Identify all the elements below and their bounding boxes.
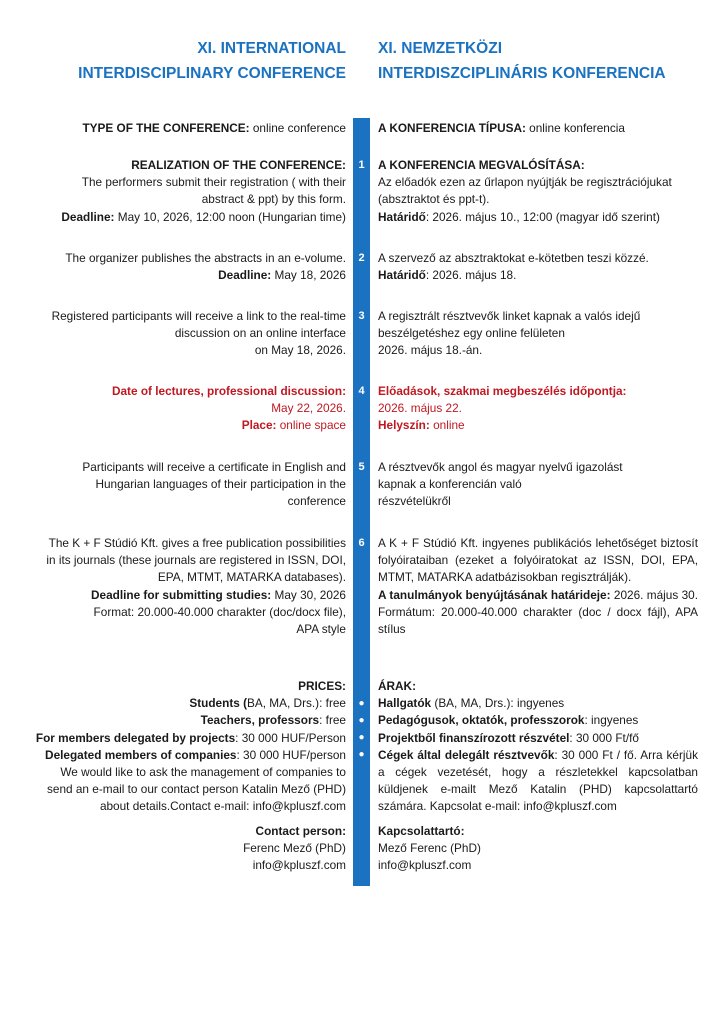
- prices-hu-heading: ÁRAK:: [378, 679, 417, 693]
- prices-hu-students-label: Hallgatók: [378, 696, 432, 711]
- price-bullet-1: ●: [358, 698, 365, 709]
- section-6-hu-deadline-label: A tanulmányok benyújtásának határideje:: [378, 587, 611, 602]
- section-5-en: [0, 459, 346, 511]
- section-6-en-line-2: in its journals (these journals are registered in ISSN, DOI,: [46, 553, 346, 568]
- prices-en-companies-value: : 30 000 HUF/person: [236, 747, 346, 762]
- section-4-hu-heading: Előadások, szakmai megbeszélés időpontja:: [378, 384, 627, 398]
- prices-hu-projects-value: : 30 000 Ft/fő: [569, 730, 639, 745]
- hungarian-title: [378, 36, 698, 86]
- section-5-number: 5: [358, 461, 365, 473]
- section-1-en: [0, 157, 346, 226]
- section-3-en-line-3: on May 18, 2026.: [254, 343, 346, 358]
- section-6-en-line-3: EPA, MTMT, MATARKA databases).: [157, 570, 346, 585]
- section-2-hu-deadline-label: Határidő: [378, 268, 426, 283]
- prices-en-teachers-value: : free: [319, 713, 346, 728]
- section-1-hu-deadline-label: Határidő: [378, 209, 426, 224]
- section-2-hu-line-1: A szervező az absztraktokat e-kötetben teszi közzé.: [378, 251, 649, 265]
- price-bullet-4: ●: [358, 749, 365, 760]
- section-6-en-style: APA style: [296, 622, 346, 637]
- prices-hu-teachers-label: Pedagógusok, oktatók, professzorok: [378, 713, 585, 728]
- section-4-en-date: May 22, 2026.: [271, 401, 346, 416]
- section-4-en: [0, 383, 346, 435]
- section-4-hu-place-label: Helyszín:: [378, 418, 430, 433]
- contact-en-email[interactable]: info@kpluszf.com: [252, 858, 346, 873]
- prices-hu-students-value: (BA, MA, Drs.): ingyenes: [431, 696, 565, 711]
- section-5-hu: [378, 459, 698, 511]
- prices-en-heading: PRICES:: [298, 679, 346, 693]
- section-2-hu-deadline-value: : 2026. május 18.: [425, 268, 517, 283]
- english-title: [0, 36, 346, 86]
- section-3-number: 3: [358, 310, 365, 322]
- section-6-en-deadline-label: Deadline for submitting studies:: [90, 587, 272, 602]
- prices-en-note-line-1: We would like to ask the management of companies to: [60, 765, 346, 780]
- section-1-hu-deadline-value: : 2026. május 10., 12:00 (magyar idő szerint): [425, 209, 660, 224]
- section-6-en: [0, 535, 346, 638]
- section-6-hu: [378, 535, 698, 638]
- section-2-number: 2: [358, 252, 365, 264]
- section-5-en-line-1: Participants will receive a certificate in English and: [82, 460, 346, 474]
- prices-en-teachers-label: Teachers, professors: [200, 713, 320, 728]
- section-1-number: 1: [358, 159, 365, 171]
- section-4-hu: [378, 383, 698, 435]
- prices-en-companies-label: Delegated members of companies: [45, 747, 237, 762]
- section-6-en-format: Format: 20.000-40.000 charakter (doc/docx file),: [93, 604, 346, 619]
- section-6-hu-text: A K + F Stúdió Kft. ingyenes publikációs lehetőséget biztosít folyóirataiban (ezeket a folyóiratokat az ISSN, DOI, EPA, MTMT, MATARKA adatbázisokban regisztrálják).: [378, 536, 698, 585]
- prices-en-students-label: Students (: [189, 696, 248, 711]
- contact-hu-email[interactable]: info@kpluszf.com: [378, 858, 472, 873]
- contact-en-name: Ferenc Mező (PhD): [243, 841, 346, 856]
- prices-hu-teachers-value: : ingyenes: [584, 713, 639, 728]
- price-bullet-3: ●: [358, 732, 365, 743]
- section-1-hu: [378, 157, 698, 226]
- section-6-hu-deadline-value: 2026. május 30. Formátum: 20.000-40.000 charakter (doc / docx fájl), APA stílus: [378, 587, 698, 637]
- type-hu-label: A KONFERENCIA TÍPUSA:: [378, 121, 526, 135]
- section-6-number: 6: [358, 537, 365, 549]
- prices-en-note-line-2: send an e-mail to our contact person Katalin Mező (PHD): [47, 782, 346, 797]
- hungarian-title-line-1: XI. NEMZETKÖZI: [378, 40, 502, 57]
- section-6-en-line-1: The K + F Stúdió Kft. gives a free publication possibilities: [48, 536, 346, 550]
- section-5-hu-line-2: kapnak a konferencián való: [378, 477, 522, 492]
- section-5-hu-line-1: A résztvevők angol és magyar nyelvű igazolást: [378, 460, 623, 474]
- section-2-en: [0, 250, 346, 284]
- english-title-line-2: INTERDISCIPLINARY CONFERENCE: [78, 65, 346, 82]
- section-1-en-deadline-value: May 10, 2026, 12:00 noon (Hungarian time): [114, 209, 346, 224]
- section-5-en-line-2: Hungarian languages of their participation in the: [95, 477, 346, 492]
- section-1-en-line-1: The performers submit their registration ( with their: [81, 175, 346, 190]
- contact-hu-heading: Kapcsolattartó:: [378, 824, 465, 838]
- section-3-hu: [378, 308, 698, 360]
- section-1-en-line-2: abstract & ppt) by this form.: [201, 192, 346, 207]
- prices-en-projects-value: : 30 000 HUF/Person: [235, 730, 346, 745]
- section-3-en-line-2: discussion on an online interface: [174, 326, 346, 341]
- english-title-line-1: XI. INTERNATIONAL: [197, 40, 346, 57]
- section-4-en-place-value: online space: [276, 418, 346, 433]
- prices-hu-companies-value: : 30 000 Ft / fő. Arra kérjük a cégek vezetését, hogy a részletekkel kapcsolatban küldjenek e-mailt Mező Katalin (PHD) kapcsolattartó számára. Kapcsolat e-mail: info@kpluszf.com: [378, 747, 698, 814]
- center-divider-bar: [353, 118, 370, 886]
- section-3-hu-line-1: A regisztrált résztvevők linket kapnak a valós idejű: [378, 309, 641, 323]
- section-3-hu-line-2: beszélgetéshez egy online felületen: [378, 326, 565, 341]
- section-5-hu-line-3: részvételükről: [378, 494, 451, 509]
- section-2-hu: [378, 250, 698, 284]
- type-hu: [378, 120, 698, 137]
- type-hu-value: online konferencia: [525, 121, 625, 135]
- hungarian-title-line-2: INTERDISZCIPLINÁRIS KONFERENCIA: [378, 65, 666, 82]
- prices-hu: [378, 678, 698, 816]
- type-en: [0, 120, 346, 137]
- section-3-hu-line-3: 2026. május 18.-án.: [378, 343, 483, 358]
- section-1-hu-heading: A KONFERENCIA MEGVALÓSÍTÁSA:: [378, 158, 585, 172]
- section-2-en-deadline-label: Deadline:: [218, 268, 272, 283]
- prices-en: [0, 678, 346, 816]
- price-bullet-2: ●: [358, 715, 365, 726]
- section-6-en-deadline-value: May 30, 2026: [271, 587, 346, 602]
- prices-en-projects-label: For members delegated by projects: [35, 730, 236, 745]
- section-1-hu-line-1: Az előadók ezen az űrlapon nyújtják be regisztrációjukat: [378, 175, 672, 190]
- prices-hu-projects-label: Projektből finanszírozott részvétel: [378, 730, 570, 745]
- contact-hu: [378, 823, 698, 875]
- section-4-hu-place-value: online: [429, 418, 465, 433]
- contact-hu-name: Mező Ferenc (PhD): [378, 841, 481, 856]
- section-4-hu-date: 2026. május 22.: [378, 401, 462, 416]
- section-1-en-heading: REALIZATION OF THE CONFERENCE:: [131, 158, 346, 172]
- section-1-en-deadline-label: Deadline:: [61, 209, 115, 224]
- section-3-en-line-1: Registered participants will receive a link to the real-time: [51, 309, 346, 323]
- section-4-en-heading: Date of lectures, professional discussion:: [111, 384, 346, 398]
- contact-en: [0, 823, 346, 875]
- type-en-value: online conference: [249, 121, 346, 135]
- section-3-en: [0, 308, 346, 360]
- section-1-hu-line-2: (absztraktot és ppt-t).: [378, 192, 490, 207]
- type-en-label: TYPE OF THE CONFERENCE:: [82, 121, 250, 135]
- section-4-en-place-label: Place:: [241, 418, 277, 433]
- section-4-number: 4: [358, 385, 365, 397]
- section-2-en-deadline-value: May 18, 2026: [271, 268, 346, 283]
- contact-en-heading: Contact person:: [255, 824, 346, 838]
- prices-en-note-line-3: about details.Contact e-mail: info@kpluszf.com: [99, 799, 346, 814]
- section-5-en-line-3: conference: [287, 494, 346, 509]
- prices-hu-companies-label: Cégek által delegált résztvevők: [378, 747, 555, 762]
- section-2-en-line-1: The organizer publishes the abstracts in an e-volume.: [65, 251, 346, 265]
- prices-en-students-value: BA, MA, Drs.): free: [247, 696, 346, 711]
